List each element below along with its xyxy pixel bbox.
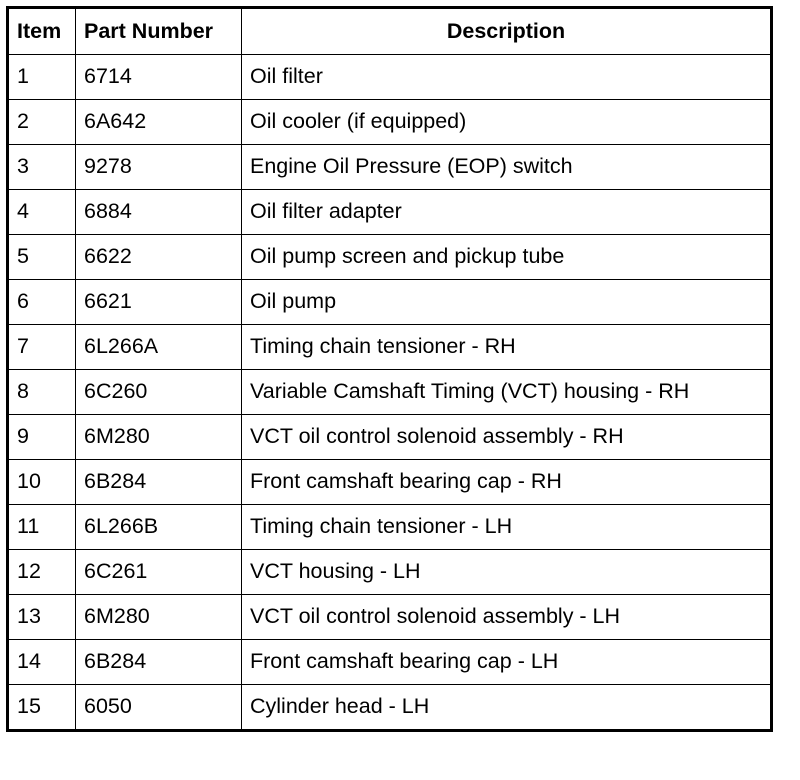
description-cell: Oil pump screen and pickup tube: [242, 235, 772, 280]
description-cell: Cylinder head - LH: [242, 685, 772, 731]
item-column-header: Item: [8, 8, 76, 55]
item-cell: 1: [8, 55, 76, 100]
description-cell: VCT housing - LH: [242, 550, 772, 595]
table-row: [8, 100, 772, 145]
table-row: [8, 415, 772, 460]
item-cell: 15: [8, 685, 76, 731]
item-cell: 14: [8, 640, 76, 685]
table-row: [8, 145, 772, 190]
table-row: [8, 190, 772, 235]
parts-table-body: [8, 55, 772, 731]
part-number-cell: 6C260: [76, 370, 242, 415]
table-row: [8, 370, 772, 415]
description-cell: Front camshaft bearing cap - RH: [242, 460, 772, 505]
item-cell: 11: [8, 505, 76, 550]
description-column-header: Description: [242, 8, 772, 55]
table-row: [8, 55, 772, 100]
part-number-cell: 6622: [76, 235, 242, 280]
table-row: [8, 325, 772, 370]
description-cell: VCT oil control solenoid assembly - LH: [242, 595, 772, 640]
table-row: [8, 235, 772, 280]
description-cell: Oil pump: [242, 280, 772, 325]
item-cell: 6: [8, 280, 76, 325]
item-cell: 4: [8, 190, 76, 235]
item-cell: 5: [8, 235, 76, 280]
part-number-cell: 6L266A: [76, 325, 242, 370]
table-row: [8, 280, 772, 325]
part-number-cell: 6621: [76, 280, 242, 325]
part-number-cell: 6714: [76, 55, 242, 100]
table-row: [8, 640, 772, 685]
table-row: [8, 505, 772, 550]
description-cell: Oil filter adapter: [242, 190, 772, 235]
item-cell: 12: [8, 550, 76, 595]
item-cell: 3: [8, 145, 76, 190]
part-number-cell: 6B284: [76, 460, 242, 505]
part-number-cell: 6884: [76, 190, 242, 235]
item-cell: 10: [8, 460, 76, 505]
table-row: [8, 550, 772, 595]
table-row: [8, 685, 772, 731]
description-cell: Front camshaft bearing cap - LH: [242, 640, 772, 685]
item-cell: 13: [8, 595, 76, 640]
item-cell: 2: [8, 100, 76, 145]
parts-table-header: [8, 8, 772, 55]
description-cell: Oil cooler (if equipped): [242, 100, 772, 145]
description-cell: VCT oil control solenoid assembly - RH: [242, 415, 772, 460]
description-cell: Timing chain tensioner - RH: [242, 325, 772, 370]
part-number-cell: 6M280: [76, 415, 242, 460]
part-number-cell: 6A642: [76, 100, 242, 145]
part-number-cell: 6050: [76, 685, 242, 731]
header-row: [8, 8, 772, 55]
part-number-cell: 6L266B: [76, 505, 242, 550]
parts-table: [6, 6, 773, 732]
table-row: [8, 595, 772, 640]
item-cell: 9: [8, 415, 76, 460]
part-number-cell: 9278: [76, 145, 242, 190]
part-number-cell: 6M280: [76, 595, 242, 640]
part-number-cell: 6C261: [76, 550, 242, 595]
item-cell: 7: [8, 325, 76, 370]
description-cell: Variable Camshaft Timing (VCT) housing - RH: [242, 370, 772, 415]
part-number-column-header: Part Number: [76, 8, 242, 55]
table-row: [8, 460, 772, 505]
description-cell: Oil filter: [242, 55, 772, 100]
description-cell: Engine Oil Pressure (EOP) switch: [242, 145, 772, 190]
description-cell: Timing chain tensioner - LH: [242, 505, 772, 550]
part-number-cell: 6B284: [76, 640, 242, 685]
item-cell: 8: [8, 370, 76, 415]
